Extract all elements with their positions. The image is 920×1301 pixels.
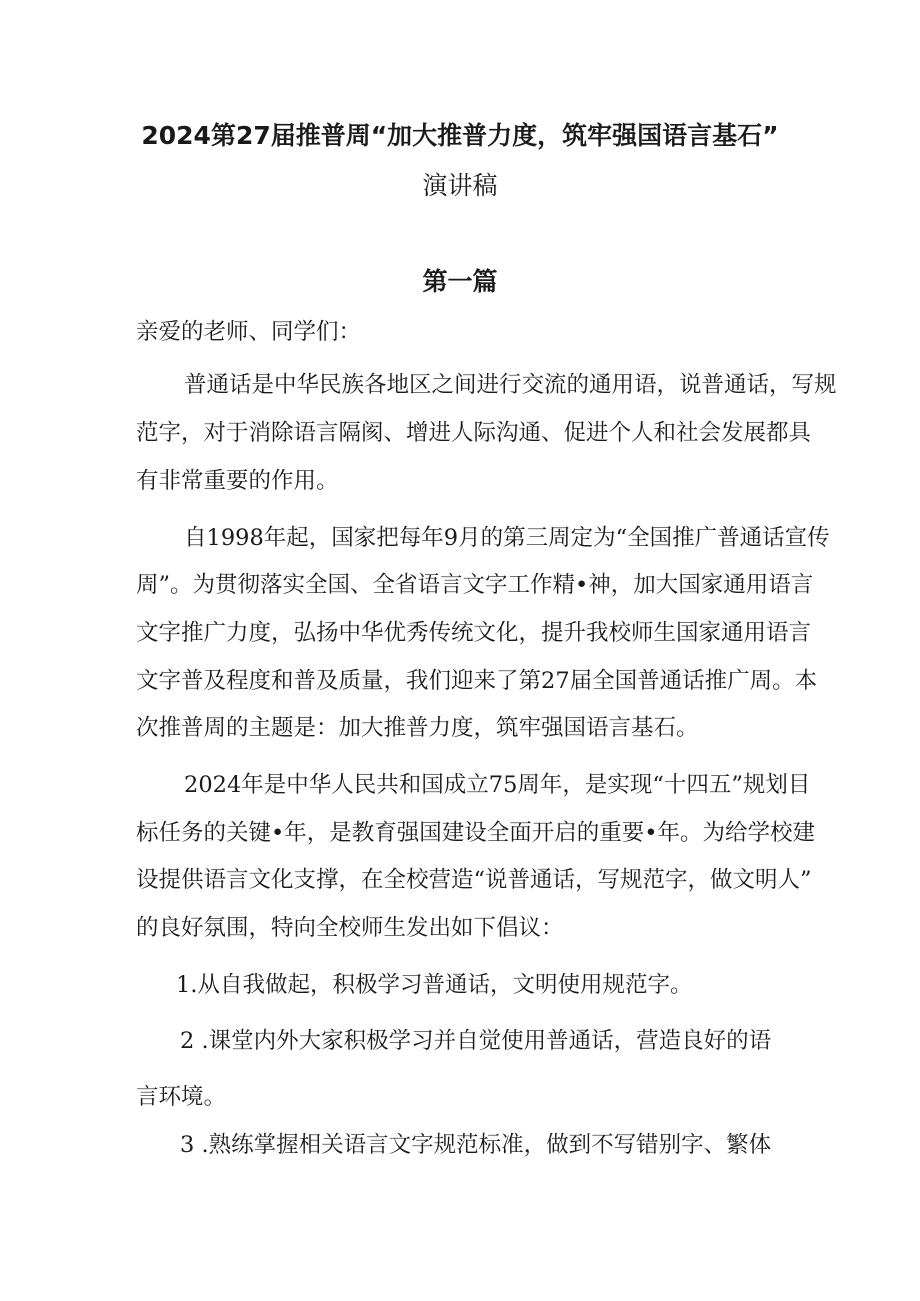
paragraph-2-line-4: 文字普及程度和普及质量，我们迎来了第27届全国普通话推广周。本	[136, 668, 818, 694]
list-item-2-line-2: 言环境。	[136, 1084, 227, 1110]
list-item-1: 1.从自我做起，积极学习普通话，文明使用规范字。	[176, 972, 693, 998]
paragraph-3-line-1: 2024年是中华人民共和国成立75周年，是实现“十四五”规划目	[184, 772, 811, 798]
paragraph-1-line-1: 普通话是中华民族各地区之间进行交流的通用语，说普通话，写规	[184, 372, 837, 398]
paragraph-2-line-1: 自1998年起，国家把每年9月的第三周定为“全国推广普通话宣传	[184, 525, 830, 551]
paragraph-3-line-4: 的良好氛围，特向全校师生发出如下倡议：	[136, 915, 564, 941]
paragraph-2-line-5: 次推普周的主题是：加大推普力度，筑牢强国语言基石。	[136, 715, 699, 741]
document-title-line-1: 2024第27届推普周“加大推普力度，筑牢强国语言基石”	[141, 121, 779, 150]
list-item-3-line-1: 3 .熟练掌握相关语言文字规范标准，做到不写错别字、繁体	[180, 1132, 772, 1158]
greeting: 亲爱的老师、同学们：	[136, 319, 362, 345]
section-heading: 第一篇	[422, 267, 498, 296]
paragraph-1-line-2: 范字，对于消除语言隔阂、增进人际沟通、促进个人和社会发展都具	[136, 420, 812, 446]
paragraph-3-line-2: 标任务的关键•年，是教育强国建设全面开启的重要•年。为给学校建	[136, 820, 816, 846]
paragraph-2-line-3: 文字推广力度，弘扬中华优秀传统文化，提升我校师生国家通用语言	[136, 620, 812, 646]
list-item-2-line-1: 2 .课堂内外大家积极学习并自觉使用普通话，营造良好的语	[180, 1028, 772, 1054]
paragraph-3-line-3: 设提供语言文化支撑，在全校营造“说普通话，写规范字，做文明人”	[136, 867, 812, 893]
document-title-line-2: 演讲稿	[422, 171, 498, 200]
paragraph-2-line-2: 周”。为贯彻落实全国、全省语言文字工作精•神，加大国家通用语言	[136, 572, 814, 598]
paragraph-1-line-3: 有非常重要的作用。	[136, 468, 339, 494]
